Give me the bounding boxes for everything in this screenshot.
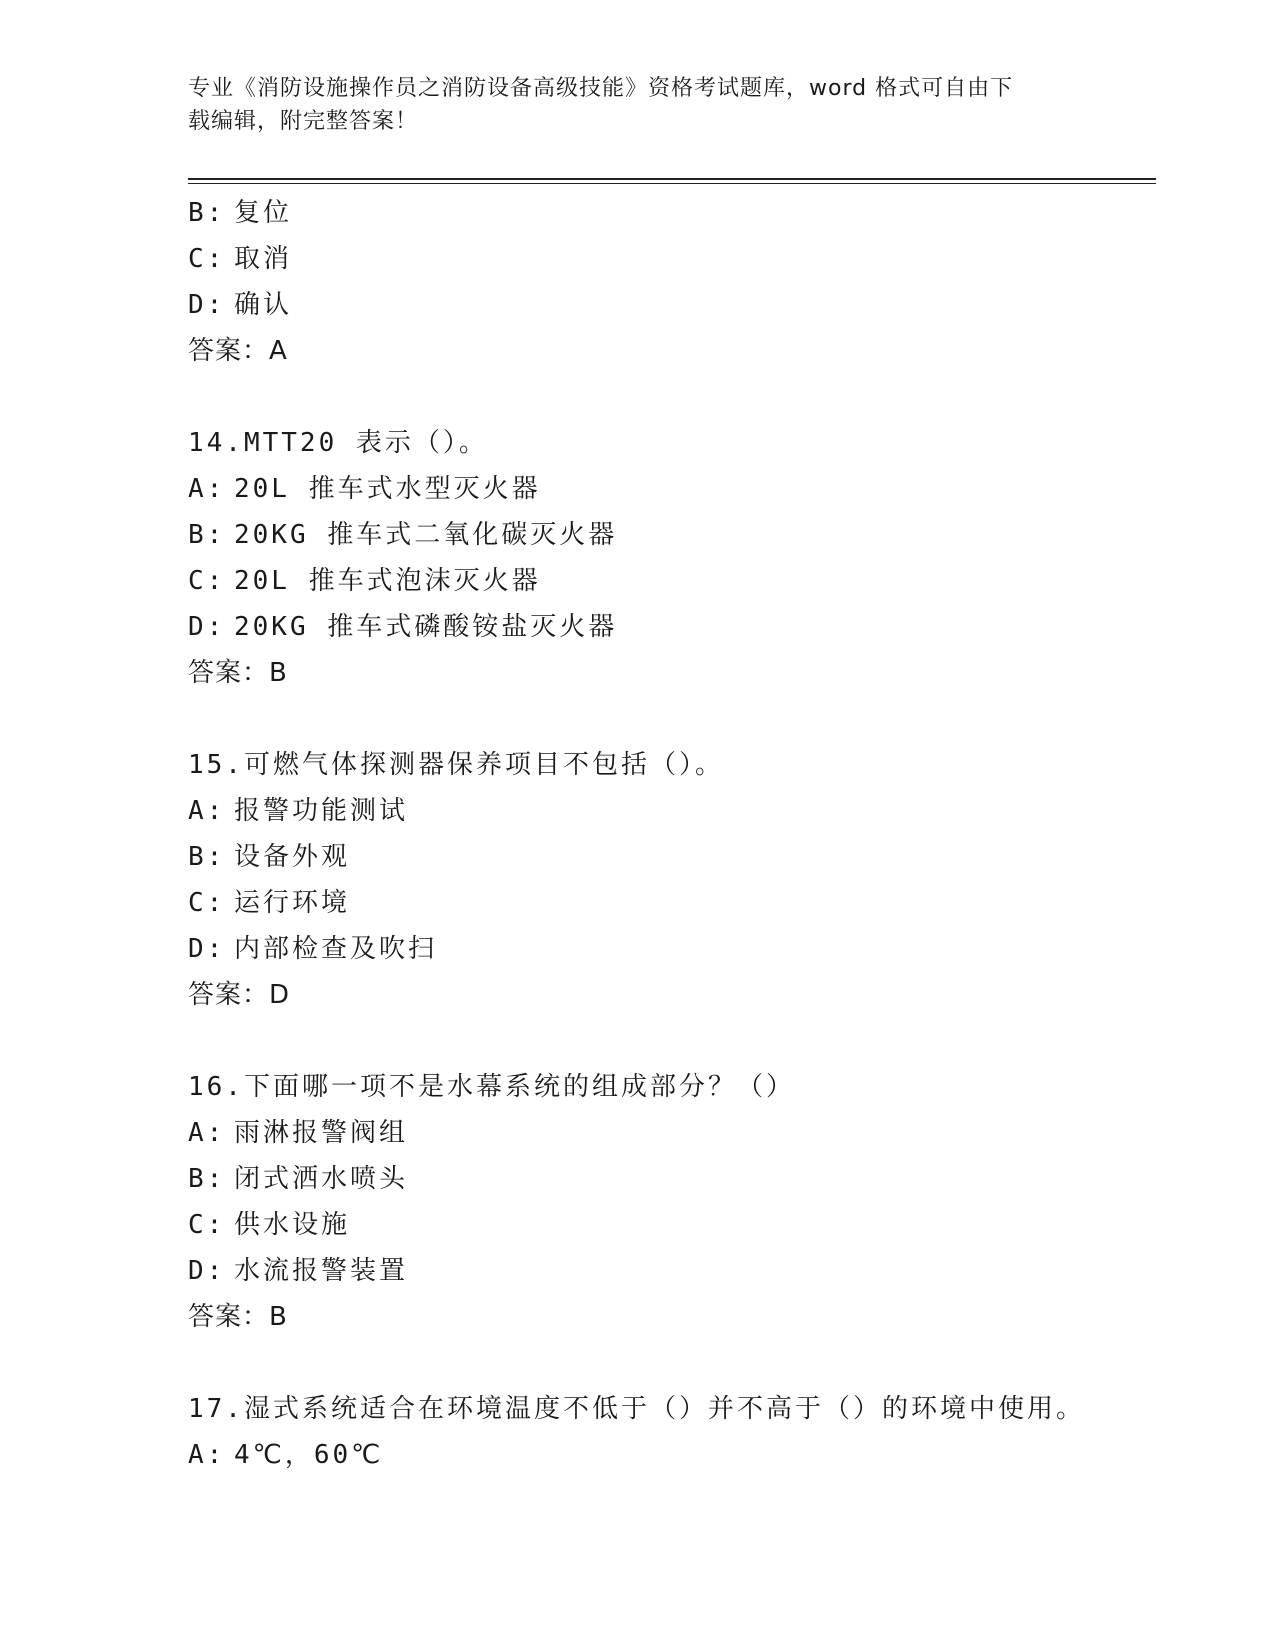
question-stem: 17.湿式系统适合在环境温度不低于（）并不高于（）的环境中使用。 <box>188 1394 1085 1424</box>
answer-line: 答案：A <box>188 336 288 366</box>
option-label: C: <box>188 888 226 918</box>
option-line <box>188 282 1156 328</box>
option-line <box>188 604 1156 650</box>
option-text: 雨淋报警阀组 <box>234 1118 409 1148</box>
option-text: 20KG 推车式磷酸铵盐灭火器 <box>234 612 618 642</box>
option-line <box>188 190 1156 236</box>
option-line <box>188 880 1156 926</box>
option-label: A: <box>188 1118 226 1148</box>
answer-line: 答案：D <box>188 980 291 1010</box>
header-line-2: 载编辑，附完整答案！ <box>188 109 419 134</box>
question-stem: 15.可燃气体探测器保养项目不包括（）。 <box>188 750 724 780</box>
question-14 <box>188 420 1156 696</box>
question-15 <box>188 742 1156 1018</box>
option-text: 闭式洒水喷头 <box>234 1164 409 1194</box>
spacer <box>188 1018 1156 1064</box>
option-label: C: <box>188 1210 226 1240</box>
option-line <box>188 1202 1156 1248</box>
option-label: D: <box>188 290 226 320</box>
question-13-continued <box>188 190 1156 374</box>
spacer <box>188 696 1156 742</box>
option-text: 20L 推车式水型灭火器 <box>234 474 541 504</box>
option-label: D: <box>188 1256 226 1286</box>
option-label: C: <box>188 244 226 274</box>
question-17 <box>188 1386 1156 1478</box>
option-line <box>188 926 1156 972</box>
header-line-1: 专业《消防设施操作员之消防设备高级技能》资格考试题库，word 格式可自由下 <box>188 76 1014 101</box>
option-text: 取消 <box>234 244 293 274</box>
header-divider <box>188 178 1156 184</box>
option-label: A: <box>188 796 226 826</box>
question-16 <box>188 1064 1156 1340</box>
option-text: 4℃，60℃ <box>234 1440 384 1470</box>
option-label: D: <box>188 612 226 642</box>
option-line <box>188 1110 1156 1156</box>
option-line <box>188 236 1156 282</box>
option-line <box>188 834 1156 880</box>
option-text: 确认 <box>234 290 293 320</box>
option-line <box>188 1248 1156 1294</box>
question-list <box>188 190 1156 1478</box>
option-label: D: <box>188 934 226 964</box>
option-text: 运行环境 <box>234 888 351 918</box>
option-label: B: <box>188 1164 226 1194</box>
option-label: A: <box>188 1440 226 1470</box>
option-label: C: <box>188 566 226 596</box>
question-stem: 14.MTT20 表示（）。 <box>188 428 488 458</box>
option-text: 20KG 推车式二氧化碳灭火器 <box>234 520 618 550</box>
answer-line: 答案：B <box>188 1302 288 1332</box>
option-label: B: <box>188 520 226 550</box>
spacer <box>188 374 1156 420</box>
option-line <box>188 788 1156 834</box>
option-line <box>188 466 1156 512</box>
option-text: 设备外观 <box>234 842 351 872</box>
option-text: 报警功能测试 <box>234 796 409 826</box>
question-stem: 16.下面哪一项不是水幕系统的组成部分？（） <box>188 1072 795 1102</box>
option-text: 内部检查及吹扫 <box>234 934 438 964</box>
option-text: 供水设施 <box>234 1210 351 1240</box>
spacer <box>188 1340 1156 1386</box>
document-header <box>188 72 1068 138</box>
option-line <box>188 1156 1156 1202</box>
option-line <box>188 512 1156 558</box>
option-label: B: <box>188 198 226 228</box>
option-label: B: <box>188 842 226 872</box>
option-line <box>188 1432 1156 1478</box>
option-text: 水流报警装置 <box>234 1256 409 1286</box>
answer-line: 答案：B <box>188 658 288 688</box>
option-text: 20L 推车式泡沫灭火器 <box>234 566 541 596</box>
option-line <box>188 558 1156 604</box>
option-label: A: <box>188 474 226 504</box>
option-text: 复位 <box>234 198 293 228</box>
